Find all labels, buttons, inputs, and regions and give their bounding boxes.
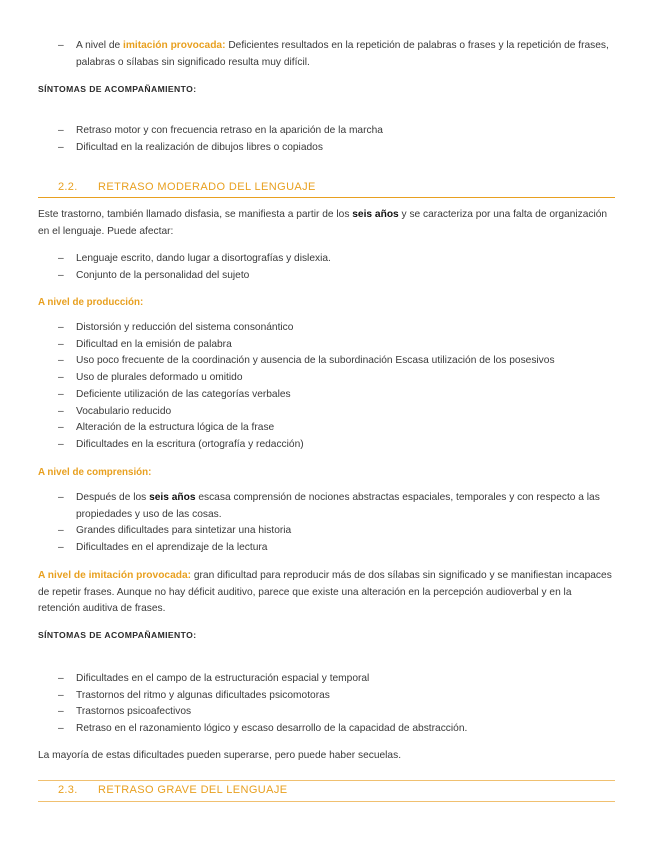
section-number: 2.3. (58, 784, 78, 796)
list-item: – Dificultad en la emisión de palabra (38, 337, 615, 354)
sintomas-heading-top: SÍNTOMAS DE ACOMPAÑAMIENTO: (38, 84, 197, 94)
highlight-term: imitación provocada: (123, 40, 226, 51)
list-item: – Lenguaje escrito, dando lugar a disortografías y dislexia. (38, 251, 615, 268)
section-divider-top (38, 780, 615, 781)
list-item: – Dificultades en el aprendizaje de la lectura (38, 540, 615, 557)
section-divider (38, 197, 615, 198)
section-title: RETRASO MODERADO DEL LENGUAJE (98, 181, 316, 193)
list-item: – Después de los seis años escasa comprensión de nociones abstractas espaciales, temporales y con respecto a las propiedades y uso de las cosas. (38, 490, 615, 523)
list-item: – Dificultades en la escritura (ortografía y redacción) (38, 437, 615, 454)
sintomas-heading: SÍNTOMAS DE ACOMPAÑAMIENTO: (38, 630, 197, 640)
highlight-term: A nivel de imitación provocada: (38, 570, 192, 581)
produccion-heading: A nivel de producción: (38, 297, 144, 308)
list-item: – Retraso motor y con frecuencia retraso en la aparición de la marcha (38, 123, 615, 140)
section-title: RETRASO GRAVE DEL LENGUAJE (98, 784, 288, 796)
section-intro: Este trastorno, también llamado disfasia, se manifiesta a partir de los seis años y se caracteriza por una falta de organización en el lenguaje. Puede afectar: (38, 209, 608, 237)
list-item: – Trastornos psicoafectivos (38, 704, 615, 721)
list-item: – Vocabulario reducido (38, 404, 615, 421)
afectar-list (38, 251, 615, 284)
list-item: – Deficiente utilización de las categorías verbales (38, 387, 615, 404)
list-item: – Conjunto de la personalidad del sujeto (38, 268, 615, 285)
section-divider (38, 801, 615, 802)
closing-paragraph: La mayoría de estas dificultades pueden superarse, pero puede haber secuelas. (38, 750, 402, 761)
comprension-heading: A nivel de comprensión: (38, 467, 152, 478)
list-item: – Grandes dificultades para sintetizar una historia (38, 523, 615, 540)
list-item: – Uso poco frecuente de la coordinación y ausencia de la subordinación Escasa utilización de los posesivos (38, 353, 615, 370)
sintomas-list-top (38, 123, 615, 156)
produccion-list (38, 320, 615, 454)
imitacion-bullet-top (38, 38, 615, 71)
list-item: – Dificultades en el campo de la estructuración espacial y temporal (38, 671, 615, 688)
section-heading-2-2 (38, 179, 615, 197)
section-heading-2-3 (38, 782, 615, 800)
list-item: – Alteración de la estructura lógica de la frase (38, 420, 615, 437)
list-item: – Uso de plurales deformado u omitido (38, 370, 615, 387)
list-item: – Distorsión y reducción del sistema consonántico (38, 320, 615, 337)
list-item: – Trastornos del ritmo y algunas dificultades psicomotoras (38, 688, 615, 705)
list-item: – Dificultad en la realización de dibujos libres o copiados (38, 140, 615, 157)
sintomas-list (38, 671, 615, 738)
section-number: 2.2. (58, 181, 78, 193)
list-item: – Retraso en el razonamiento lógico y escaso desarrollo de la capacidad de abstracción. (38, 721, 615, 738)
imitacion-paragraph: A nivel de imitación provocada: gran dificultad para reproducir más de dos sílabas sin significado y se manifiestan incapaces de repetir frases. Aunque no hay déficit auditivo, parece que existe una alteración en la percepción audioverbal y en la retención auditiva de frases. (38, 570, 612, 615)
comprension-list (38, 490, 615, 557)
list-item: – A nivel de imitación provocada: Deficientes resultados en la repetición de palabras o frases y la repetición de frases, palabras o sílabas sin significado resulta muy difícil. (38, 38, 615, 71)
